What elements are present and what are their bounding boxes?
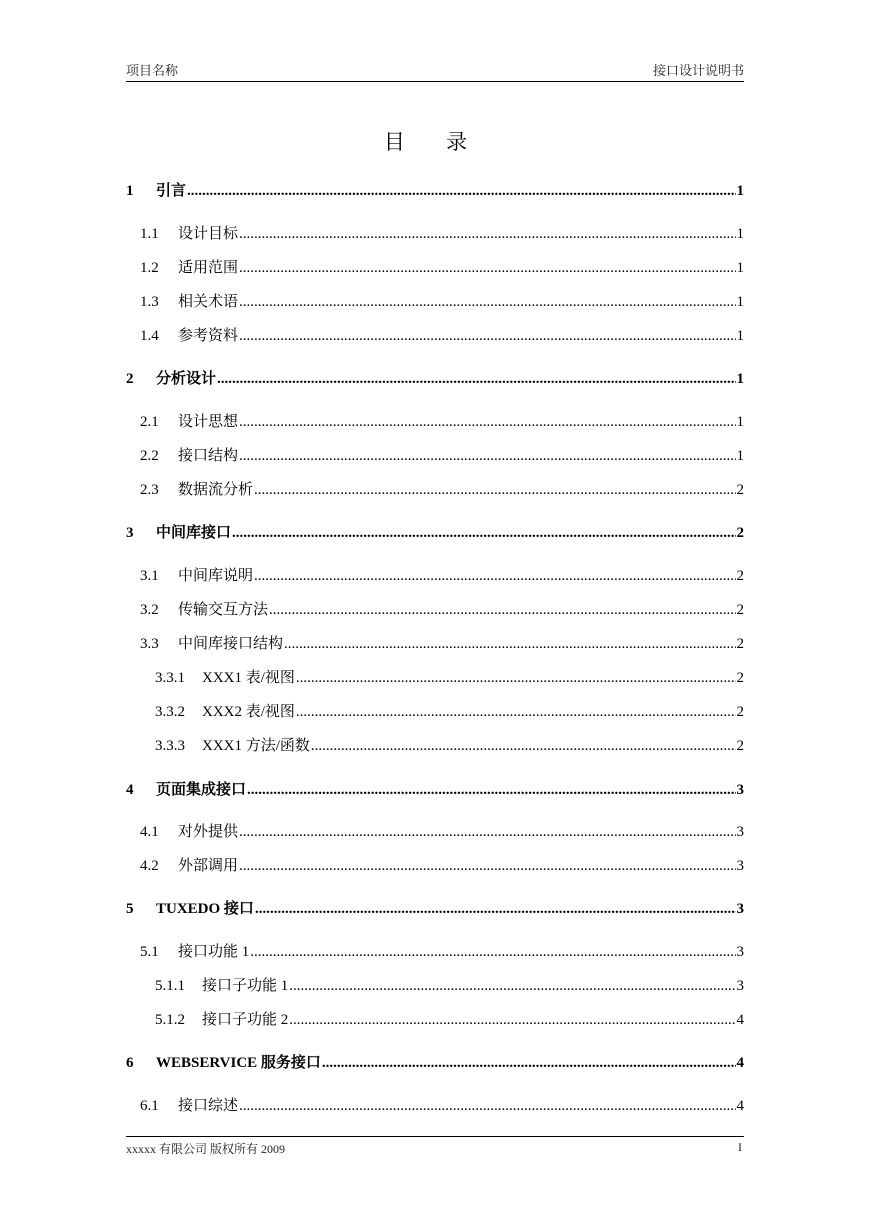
toc-entry-number: 3.3.1 [155, 670, 185, 686]
toc-leader-dots [239, 445, 735, 467]
toc-entry-page: 1 [736, 260, 744, 276]
toc-entry-label: 相关术语 [178, 294, 239, 310]
toc-entry[interactable] [126, 855, 744, 877]
toc-leader-dots [239, 291, 735, 313]
toc-entry-page: 2 [736, 636, 744, 652]
toc-entry[interactable] [126, 368, 744, 390]
toc-entry-number: 1 [126, 183, 134, 199]
toc-entry-page: 3 [736, 858, 744, 874]
toc-entry-label: 对外提供 [178, 824, 239, 840]
copyright-text: xxxxx 有限公司 版权所有 2009 [126, 1142, 286, 1156]
toc-leader-dots [187, 180, 735, 202]
toc-entry-number: 1.3 [140, 294, 159, 310]
toc-entry-label: 适用范围 [178, 260, 239, 276]
toc-leader-dots [311, 735, 736, 757]
toc-entry[interactable] [126, 522, 744, 544]
toc-entry[interactable] [126, 779, 744, 801]
toc-entry-label: 接口子功能 1 [202, 978, 289, 994]
toc-entry-page: 1 [736, 294, 744, 310]
toc-entry-number: 3.1 [140, 568, 159, 584]
toc-entry[interactable] [126, 257, 744, 279]
toc-entry-page: 3 [736, 944, 744, 960]
toc-entry-page: 4 [736, 1055, 744, 1071]
toc-entry-number: 6 [126, 1055, 134, 1071]
toc-entry-page: 2 [736, 670, 744, 686]
toc-leader-dots [284, 633, 735, 655]
toc-leader-dots [254, 565, 735, 587]
toc-entry-label: 接口综述 [178, 1098, 239, 1114]
toc-entry[interactable] [126, 411, 744, 433]
toc-entry-label: 中间库说明 [178, 568, 254, 584]
toc-entry-label: 外部调用 [178, 858, 239, 874]
toc-entry[interactable] [126, 667, 744, 689]
toc-entry-label: 参考资料 [178, 328, 239, 344]
toc-entry-page: 2 [736, 738, 744, 754]
page-number: I [738, 1140, 742, 1154]
toc-leader-dots [254, 479, 735, 501]
toc-entry-page: 3 [736, 978, 744, 994]
toc-entry-label: 传输交互方法 [178, 602, 269, 618]
toc-entry-number: 5.1 [140, 944, 159, 960]
toc-entry-page: 2 [736, 525, 744, 541]
toc-entry-number: 5 [126, 901, 134, 917]
toc-entry-number: 4.2 [140, 858, 159, 874]
toc-entry-label: XXX1 表/视图 [202, 670, 295, 686]
toc-leader-dots [239, 411, 735, 433]
toc-entry-page: 2 [736, 568, 744, 584]
toc-entry-number: 2.3 [140, 482, 159, 498]
toc-entry[interactable] [126, 633, 744, 655]
toc-entry-label: XXX1 方法/函数 [202, 738, 310, 754]
toc-entry-number: 2.2 [140, 448, 159, 464]
toc-entry[interactable] [126, 291, 744, 313]
toc-entry[interactable] [126, 223, 744, 245]
toc-leader-dots [239, 223, 735, 245]
toc-entry[interactable] [126, 701, 744, 723]
toc-entry-page: 3 [736, 782, 744, 798]
toc-entry-label: 页面集成接口 [156, 782, 247, 798]
toc-entry-label: 设计目标 [178, 226, 239, 242]
toc-entry-number: 3.2 [140, 602, 159, 618]
toc-entry-page: 1 [736, 183, 744, 199]
toc-entry-label: XXX2 表/视图 [202, 704, 295, 720]
toc-entry[interactable] [126, 565, 744, 587]
toc-entry[interactable] [126, 1052, 744, 1074]
toc-entry-label: 数据流分析 [178, 482, 254, 498]
toc-entry-number: 6.1 [140, 1098, 159, 1114]
toc-entry-label: 引言 [156, 183, 187, 199]
toc-entry[interactable] [126, 821, 744, 843]
toc-leader-dots [289, 975, 735, 997]
footer-rule [126, 1136, 744, 1137]
toc-leader-dots [255, 898, 736, 920]
toc-title: 目 录 [383, 130, 486, 154]
toc-leader-dots [247, 779, 735, 801]
toc-entry-number: 5.1.1 [155, 978, 185, 994]
toc-entry[interactable] [126, 941, 744, 963]
toc-entry[interactable] [126, 479, 744, 501]
toc-leader-dots [239, 1095, 735, 1117]
toc-entry-page: 1 [736, 371, 744, 387]
toc-leader-dots [289, 1009, 735, 1031]
toc-entry-number: 3.3 [140, 636, 159, 652]
toc-entry-number: 5.1.2 [155, 1012, 185, 1028]
toc-entry-page: 2 [736, 704, 744, 720]
toc-entry-page: 1 [736, 448, 744, 464]
toc-entry-label: 接口功能 1 [178, 944, 250, 960]
toc-leader-dots [239, 257, 735, 279]
toc-entry[interactable] [126, 180, 744, 202]
document-title: 接口设计说明书 [652, 63, 744, 78]
page-header [126, 60, 744, 80]
toc-entry-page: 4 [736, 1012, 744, 1028]
toc-entry-page: 1 [736, 226, 744, 242]
toc-entry-number: 3 [126, 525, 134, 541]
toc-entry-page: 3 [736, 824, 744, 840]
toc-entry-label: 中间库接口 [156, 525, 232, 541]
header-rule [126, 81, 744, 82]
toc-entry-number: 3.3.2 [155, 704, 185, 720]
toc-entry[interactable] [126, 975, 744, 997]
toc-entry[interactable] [126, 735, 744, 757]
toc-entry[interactable] [126, 325, 744, 347]
toc-leader-dots [217, 368, 735, 390]
toc-entry-label: 接口子功能 2 [202, 1012, 289, 1028]
toc-entry-number: 1.2 [140, 260, 159, 276]
toc-entry-page: 1 [736, 414, 744, 430]
toc-entry-number: 4 [126, 782, 134, 798]
toc-entry-page: 4 [736, 1098, 744, 1114]
toc-entry-number: 2.1 [140, 414, 159, 430]
toc-leader-dots [296, 667, 736, 689]
toc-entry[interactable] [126, 445, 744, 467]
toc-entry-number: 2 [126, 371, 134, 387]
toc-leader-dots [239, 821, 735, 843]
toc-entry-number: 1.4 [140, 328, 159, 344]
toc-entry-page: 2 [736, 482, 744, 498]
toc-entry[interactable] [126, 1095, 744, 1117]
page-footer [126, 1140, 744, 1160]
toc-leader-dots [239, 855, 735, 877]
toc-entry-label: WEBSERVICE 服务接口 [156, 1055, 321, 1071]
toc-entry-number: 1.1 [140, 226, 159, 242]
toc-entry-label: TUXEDO 接口 [156, 901, 254, 917]
toc-entry-page: 2 [736, 602, 744, 618]
toc-entry-label: 设计思想 [178, 414, 239, 430]
toc-entry-label: 接口结构 [178, 448, 239, 464]
toc-leader-dots [250, 941, 735, 963]
toc-leader-dots [296, 701, 736, 723]
toc-entry-number: 4.1 [140, 824, 159, 840]
toc-entry-number: 3.3.3 [155, 738, 185, 754]
toc-entry-label: 中间库接口结构 [178, 636, 284, 652]
toc-leader-dots [269, 599, 735, 621]
toc-entry-page: 1 [736, 328, 744, 344]
project-name: 项目名称 [126, 63, 179, 78]
toc-leader-dots [322, 1052, 736, 1074]
toc-entry-page: 3 [736, 901, 744, 917]
toc-entry[interactable] [126, 898, 744, 920]
toc-entry[interactable] [126, 599, 744, 621]
toc-entry[interactable] [126, 1009, 744, 1031]
toc-leader-dots [239, 325, 735, 347]
toc-leader-dots [232, 522, 735, 544]
toc-entry-label: 分析设计 [156, 371, 217, 387]
